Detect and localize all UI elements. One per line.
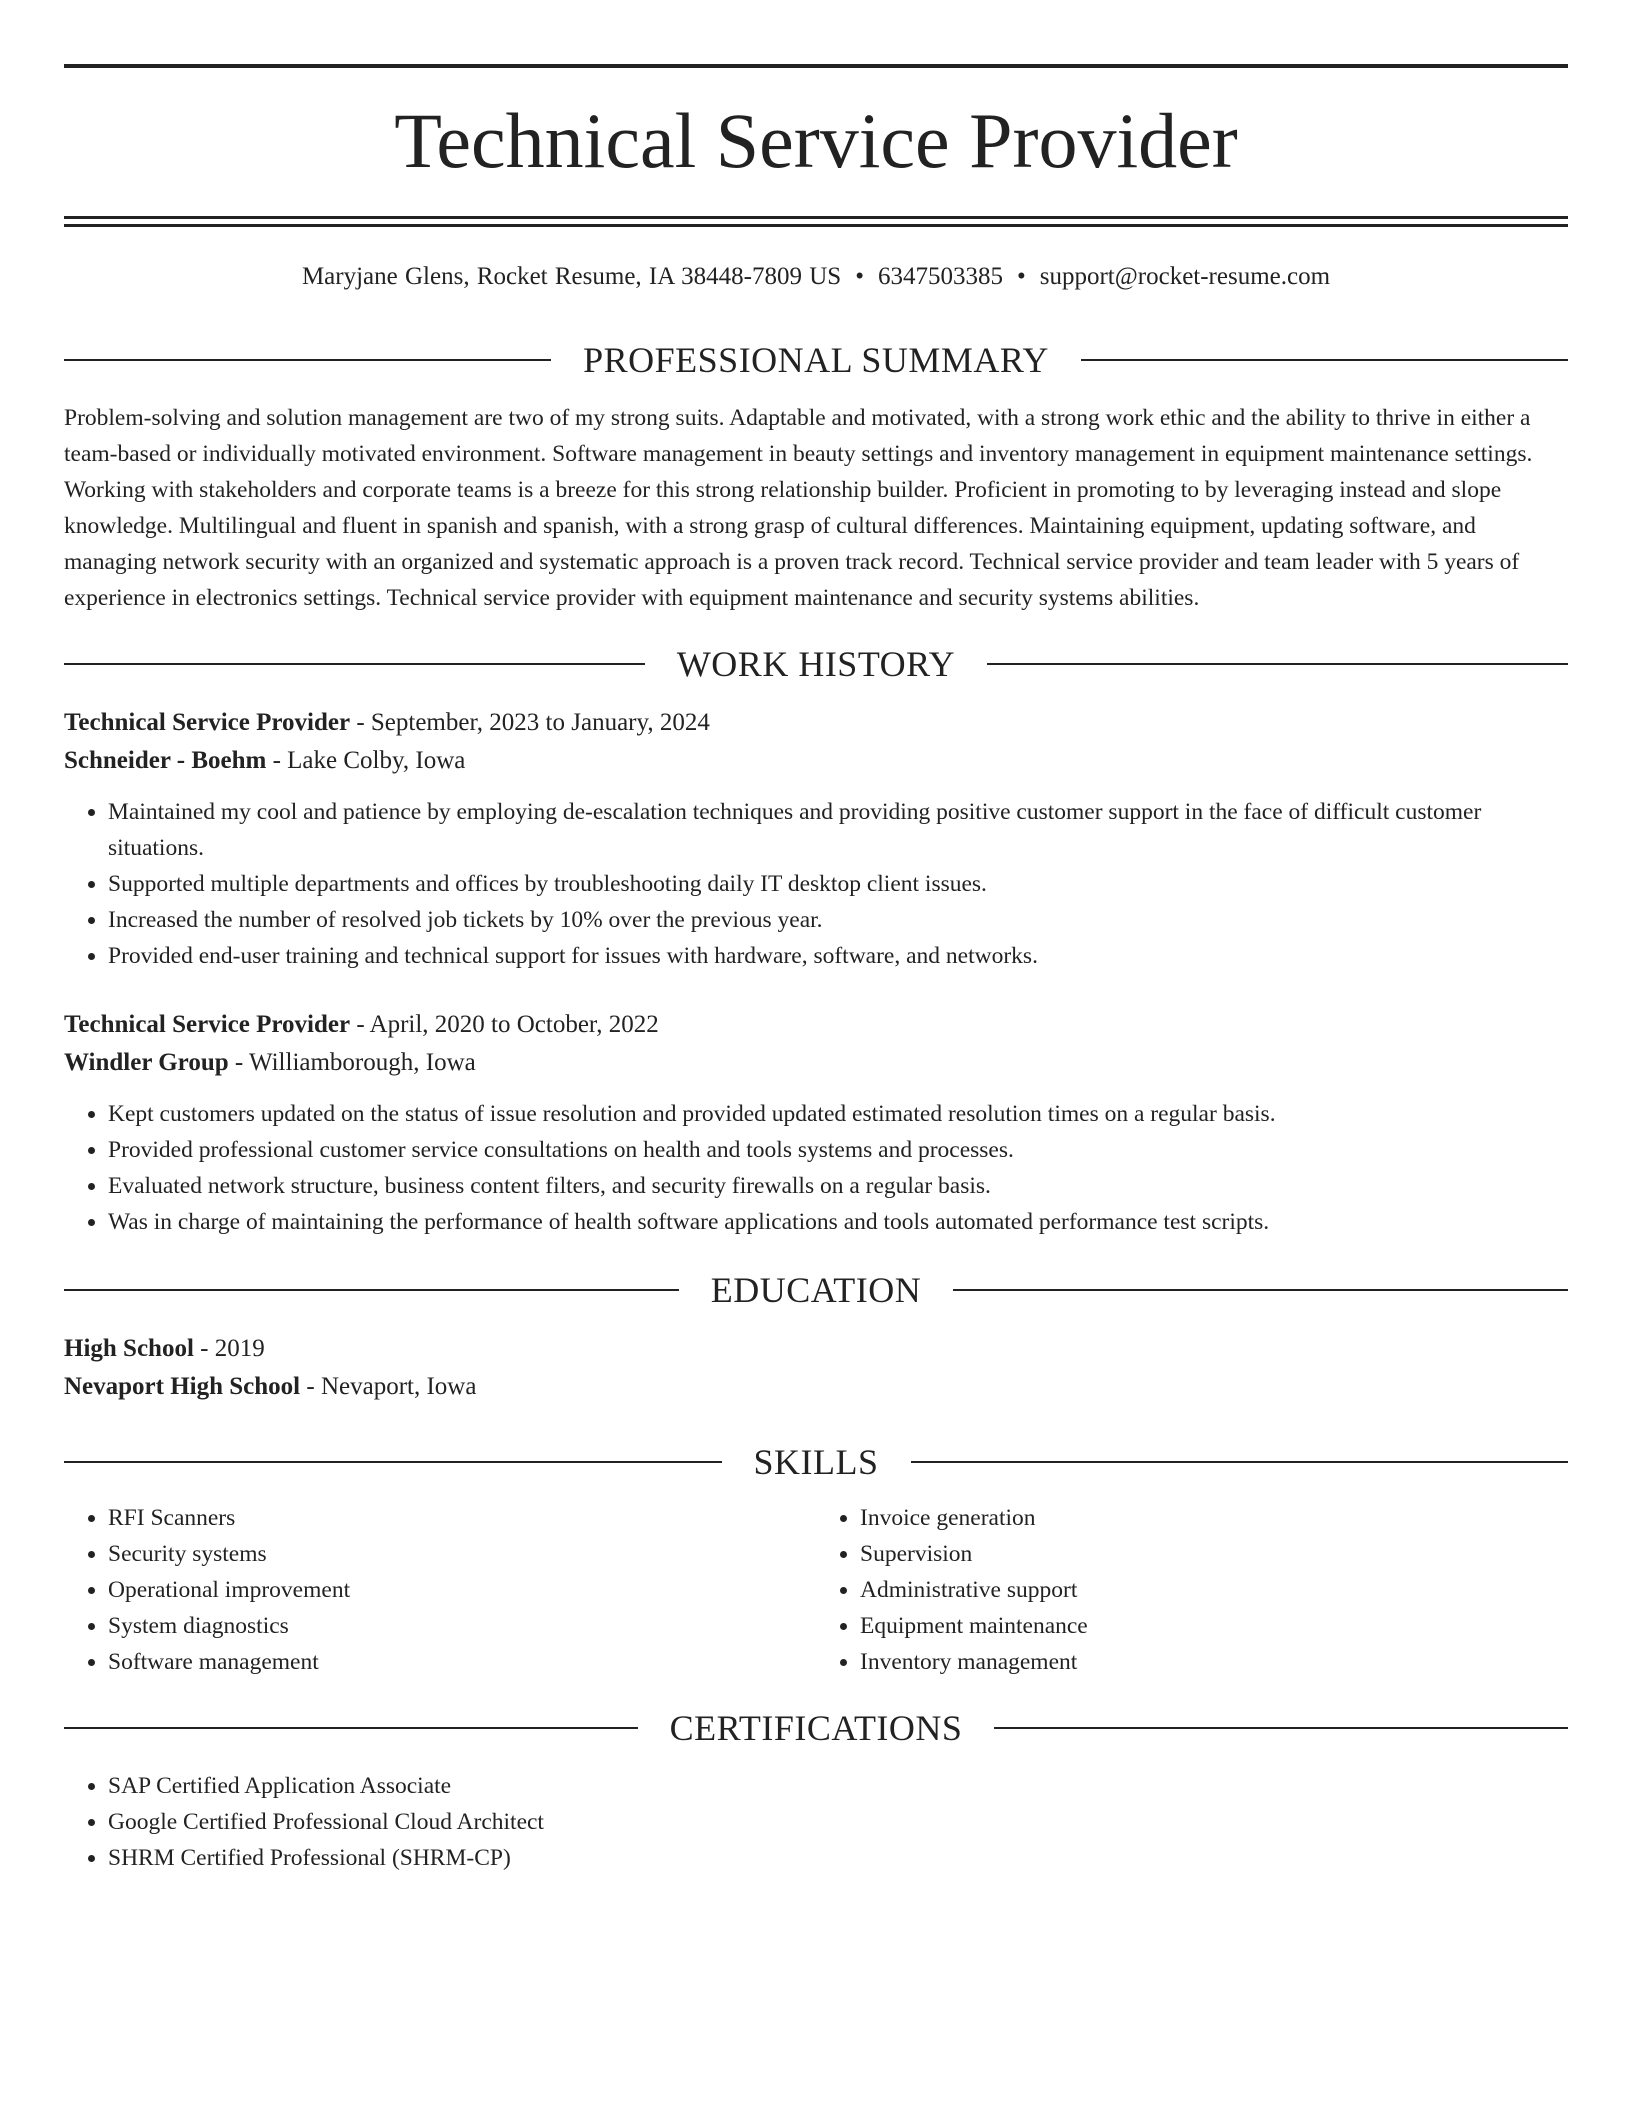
education-school-line <box>64 1368 1568 1406</box>
certification-item: • Google Certified Professional Cloud Architect <box>108 1804 1568 1840</box>
skills-section-header <box>64 1444 1568 1480</box>
certifications-list <box>64 1768 1568 1876</box>
title-double-rule <box>64 216 1568 227</box>
education-section-header <box>64 1272 1568 1308</box>
certification-item: • SAP Certified Application Associate <box>108 1768 1568 1804</box>
job-company: Windler Group <box>64 1049 229 1076</box>
job-company-line <box>64 1044 1568 1082</box>
divider <box>64 1461 722 1463</box>
job-company-line <box>64 742 1568 780</box>
divider <box>64 663 645 665</box>
section-title: WORK HISTORY <box>676 644 956 684</box>
job-entry <box>64 1006 1568 1240</box>
divider <box>64 359 551 361</box>
certifications-section-header <box>64 1710 1568 1746</box>
resume-title: Technical Service Provider <box>394 97 1238 184</box>
contact-separator: • <box>855 263 864 290</box>
divider <box>953 1289 1568 1291</box>
divider <box>987 663 1568 665</box>
education-school: Nevaport High School <box>64 1373 301 1400</box>
job-dates: - September, 2023 to January, 2024 <box>350 709 710 736</box>
divider <box>1081 359 1568 361</box>
work-section-header <box>64 646 1568 682</box>
summary-section-header <box>64 342 1568 378</box>
list-item: • Was in charge of maintaining the performance of health software applications and tools automated performance test scripts. <box>108 1204 1568 1240</box>
list-item: • Provided end-user training and technical support for issues with hardware, software, and networks. <box>108 938 1568 974</box>
list-item: • Increased the number of resolved job tickets by 10% over the previous year. <box>108 902 1568 938</box>
list-item: • Supported multiple departments and offices by troubleshooting daily IT desktop client issues. <box>108 866 1568 902</box>
skills-column-left <box>64 1500 816 1680</box>
job-location: - Williamborough, Iowa <box>228 1049 476 1076</box>
skill-item: • Inventory management <box>860 1644 1568 1680</box>
resume-page <box>64 64 1568 1876</box>
list-item: • Evaluated network structure, business content filters, and security firewalls on a regular basis. <box>108 1168 1568 1204</box>
skill-item: • System diagnostics <box>108 1608 816 1644</box>
contact-phone: 6347503385 <box>877 263 1003 290</box>
education-year: - 2019 <box>193 1335 265 1362</box>
skill-item: • Operational improvement <box>108 1572 816 1608</box>
summary-text: Problem-solving and solution management are two of my strong suits. Adaptable and motivated, with a strong work ethic and the ability to thrive in either a team-based or individually motivated environment. Software management in beauty settings and inventory management in equipment maintenance settings. Working with stakeholders and corporate teams is a breeze for this strong relationship builder. Proficient in promoting to by leveraging instead and slope knowledge. Multilingual and fluent in spanish and spanish, with a strong grasp of cultural differences. Maintaining equipment, updating software, and managing network security with an organized and systematic approach is a proven track record. Technical service provider and team leader with 5 years of experience in electronics settings. Technical service provider with equipment maintenance and security systems abilities. <box>64 405 1533 611</box>
divider <box>64 1727 638 1729</box>
skill-item: • Supervision <box>860 1536 1568 1572</box>
skill-item: • RFI Scanners <box>108 1500 816 1536</box>
skill-item: • Administrative support <box>860 1572 1568 1608</box>
skill-item: • Software management <box>108 1644 816 1680</box>
contact-email: support@rocket-resume.com <box>1039 263 1331 290</box>
job-title-line <box>64 704 1568 742</box>
skill-item: • Invoice generation <box>860 1500 1568 1536</box>
job-entry <box>64 704 1568 974</box>
certification-item: • SHRM Certified Professional (SHRM-CP) <box>108 1840 1568 1876</box>
contact-line <box>64 262 1568 292</box>
education-degree-line <box>64 1330 1568 1368</box>
divider <box>911 1461 1569 1463</box>
job-dates: - April, 2020 to October, 2022 <box>350 1011 659 1038</box>
education-degree: High School <box>64 1335 194 1362</box>
skill-item: • Security systems <box>108 1536 816 1572</box>
job-location: - Lake Colby, Iowa <box>266 747 466 774</box>
list-item: • Kept customers updated on the status of issue resolution and provided updated estimated resolution times on a regular basis. <box>108 1096 1568 1132</box>
job-title-line <box>64 1006 1568 1044</box>
top-rule <box>64 64 1568 68</box>
education-location: - Nevaport, Iowa <box>300 1373 477 1400</box>
section-title: SKILLS <box>753 1442 879 1482</box>
job-title: Technical Service Provider <box>64 709 351 736</box>
job-bullets <box>64 794 1568 974</box>
contact-address: Maryjane Glens, Rocket Resume, IA 38448-7809 US <box>301 263 842 290</box>
list-item: • Provided professional customer service consultations on health and tools systems and processes. <box>108 1132 1568 1168</box>
skill-item: • Equipment maintenance <box>860 1608 1568 1644</box>
list-item: • Maintained my cool and patience by employing de-escalation techniques and providing positive customer support in the face of difficult customer situations. <box>108 794 1568 866</box>
section-title: PROFESSIONAL SUMMARY <box>583 340 1049 380</box>
job-title: Technical Service Provider <box>64 1011 351 1038</box>
contact-separator: • <box>1016 263 1026 290</box>
divider <box>64 1289 679 1291</box>
skills-column-right <box>816 1500 1568 1680</box>
section-title: CERTIFICATIONS <box>669 1708 963 1748</box>
job-bullets <box>64 1096 1568 1240</box>
job-company: Schneider - Boehm <box>64 747 267 774</box>
divider <box>994 1727 1568 1729</box>
section-title: EDUCATION <box>710 1270 922 1310</box>
skills-grid <box>64 1500 1568 1680</box>
